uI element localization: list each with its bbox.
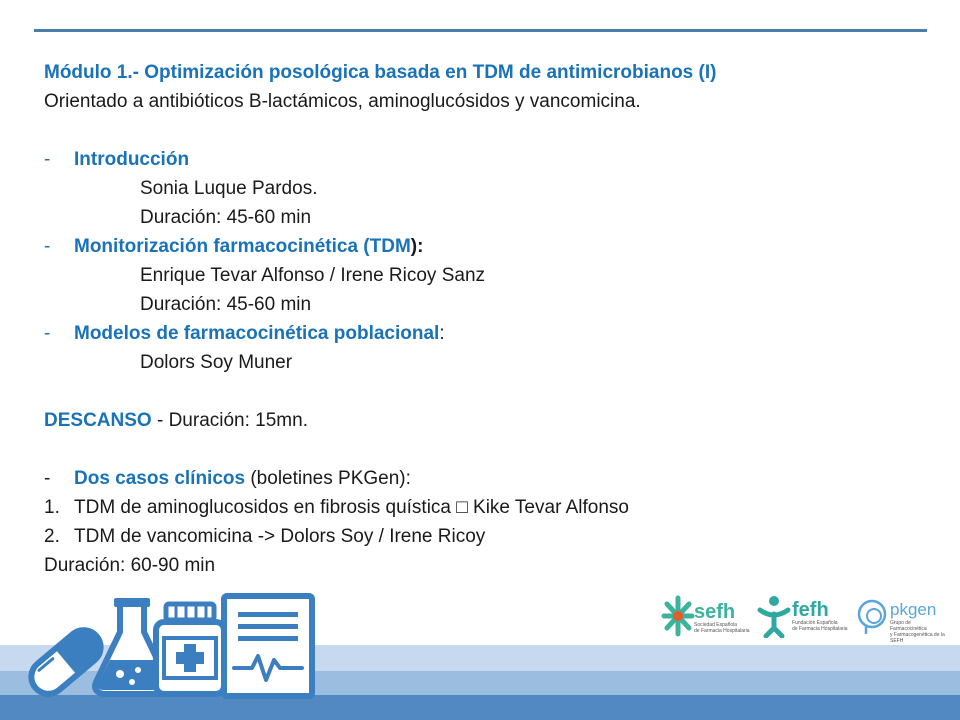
sefh-sub2: de Farmacia Hospitalaria <box>694 628 750 634</box>
section-heading: Monitorización farmacocinética (TDM <box>74 236 411 257</box>
fefh-sub2: de Farmacia Hospitalaria <box>792 626 848 632</box>
bullet-dash: - <box>44 323 51 344</box>
section-modelos <box>44 319 924 348</box>
section-suffix: : <box>439 323 445 344</box>
medicine-bottle-icon <box>156 604 224 694</box>
bullet-dash: - <box>44 468 51 489</box>
logos-strip <box>660 594 950 644</box>
case-text: TDM de aminoglucosidos en fibrosis quística □ Kike Tevar Alfonso <box>74 497 629 518</box>
case-number: 2. <box>44 526 60 547</box>
break-label: DESCANSO <box>44 410 152 431</box>
section-detail: Sonia Luque Pardos. <box>140 178 318 199</box>
sefh-logo <box>660 594 752 638</box>
break-line <box>44 406 924 435</box>
pkgen-sub2: y Farmacogenética de la SEFH <box>890 632 945 644</box>
fefh-logo <box>756 594 852 638</box>
slide-content <box>44 58 924 580</box>
medical-report-icon <box>224 596 312 696</box>
fefh-figure-icon <box>756 594 792 638</box>
case-text: TDM de vancomicina -> Dolors Soy / Irene Ricoy <box>74 526 486 547</box>
section-heading: Introducción <box>74 149 190 170</box>
sefh-name: sefh <box>694 601 736 623</box>
module-subtitle: Orientado a antibióticos B-lactámicos, aminoglucósidos y vancomicina. <box>44 91 641 112</box>
pkgen-name: pkgen <box>890 600 937 619</box>
top-rule <box>34 29 927 32</box>
section-detail: Enrique Tevar Alfonso / Irene Ricoy Sanz <box>140 265 486 286</box>
cases-heading: Dos casos clínicos <box>74 468 246 489</box>
cases-heading-line <box>44 464 924 493</box>
pkgen-sub1: Grupo de Farmacocinética <box>890 620 927 632</box>
section-heading: Modelos de farmacocinética poblacional <box>74 323 440 344</box>
section-detail: Dolors Soy Muner <box>140 352 293 373</box>
case-number: 1. <box>44 497 60 518</box>
pkgen-logo <box>856 594 948 644</box>
bullet-dash: - <box>44 149 51 170</box>
bullet-dash: - <box>44 236 51 257</box>
sefh-star-icon <box>660 594 696 638</box>
sefh-sub1: Sociedad Española <box>694 622 738 628</box>
section-suffix: ): <box>410 236 424 257</box>
section-duration: Duración: 45-60 min <box>140 294 312 315</box>
case-item-2 <box>44 522 924 551</box>
fefh-sub1: Fundación Española <box>792 620 838 626</box>
section-monitorizacion <box>44 232 924 261</box>
section-duration: Duración: 45-60 min <box>140 207 312 228</box>
module-title: Módulo 1.- Optimización posológica basada en TDM de antimicrobianos (I) <box>44 62 717 83</box>
pharmacy-icons <box>18 590 338 700</box>
fefh-name: fefh <box>792 599 829 621</box>
cases-duration: Duración: 60-90 min <box>44 555 216 576</box>
break-text: - Duración: 15mn. <box>151 410 308 431</box>
cases-suffix: (boletines PKGen): <box>245 468 411 489</box>
pkgen-circle-icon <box>856 596 890 636</box>
case-item-1 <box>44 493 924 522</box>
section-introduccion <box>44 145 924 174</box>
